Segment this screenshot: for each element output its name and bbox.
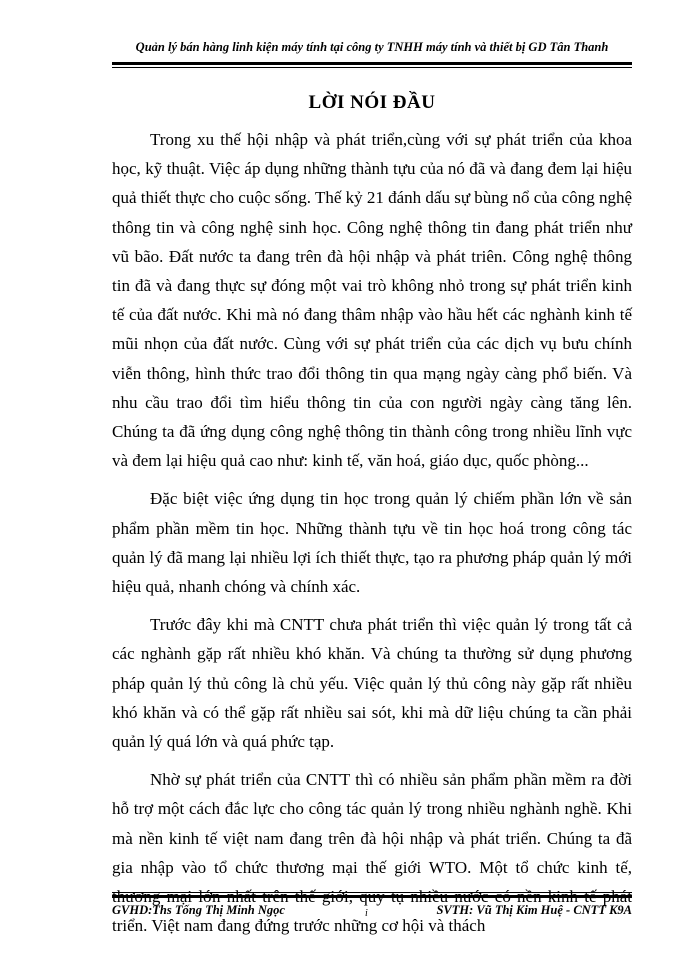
footer-student: SVTH: Vũ Thị Kim Huệ - CNTT K9A — [436, 903, 632, 917]
paragraph: Nhờ sự phát triển của CNTT thì có nhiều sản phẩm phần mềm ra đời hỗ trợ một cách đắc lực cho công tác quản lý trong nhiều nghành nghề. Khi mà nền kinh tế việt nam đang trên đà hội nhập và phát triển. Chúng ta đã gia nhập vào tổ chức thương mại thế giới WTO. Một tổ chức kinh tế, triển. Việt nam đang đứng trước những cơ hội và thách — [112, 770, 632, 936]
paragraph: Đặc biệt việc ứng dụng tin học trong quản lý chiếm phần lớn về sản phẩm phần mềm tin học. Những thành tựu về tin học hoá trong công tác quản lý đã mang lại nhiều lợi ích thiết thực, tạo ra phương pháp quản lý mới hiệu quả, nhanh chóng và chính xác. — [112, 489, 632, 597]
page-title: LỜI NÓI ĐẦU — [308, 92, 436, 113]
footer-supervisor: GVHD:Ths Tống Thị Minh Ngọc — [112, 903, 285, 917]
running-header: Quản lý bán hàng linh kiện máy tính tại công ty TNHH máy tính và thiết bị GD Tân Thanh — [135, 40, 609, 54]
page-number: i — [365, 908, 368, 919]
footer-rule-thick — [112, 895, 632, 898]
body-text — [112, 125, 632, 949]
header-rule-thin — [112, 67, 632, 68]
paragraph: Trong xu thế hội nhập và phát triển,cùng với sự phát triển của khoa học, kỹ thuật. Việc áp dụng những thành tựu của nó đã và đang đem lại hiệu quả thiết thực cho cuộc sống. Thế kỷ 21 đánh dấu sự bùng nổ của công nghệ thông tin và công nghệ sinh học. Công nghệ thông tin đang phát triển như vũ bão. Đất nước ta đang trên đà hội nhập và phát triên. Công nghệ thông tin đã và đang thực sự đóng một vai trò không nhỏ trong sự phát triển kinh tế của đất nước. Khi mà nó đang thâm nhập vào hầu hết các nghành kinh tế mũi nhọn của đất nước. Cùng với sự phát triển của các dịch vụ bưu chính viễn thông, hình thức trao đổi thông tin qua mạng ngày càng phổ biến. Và nhu cầu trao đổi tìm hiểu thông tin của con người ngày càng tăng lên. Chúng ta đã ứng dụng công nghệ thông tin thành công trong nhiều lĩnh vực và đem lại hiệu quả cao như: kinh tế, văn hoá, giáo dục, quốc phòng... — [112, 130, 632, 471]
header-rule-thick — [112, 62, 632, 65]
footer-rule-thin — [112, 892, 632, 893]
paragraph: Trước đây khi mà CNTT chưa phát triển thì việc quản lý trong tất cả các nghành gặp rất nhiều khó khăn. Và chúng ta thường sử dụng phương pháp quản lý thủ công là chủ yếu. Việc quản lý thủ công này gặp rất nhiều khó khăn và có thể gặp rất nhiều sai sót, khi mà dữ liệu chúng ta cần phải quản lý quá lớn và quá phức tạp. — [112, 615, 632, 752]
